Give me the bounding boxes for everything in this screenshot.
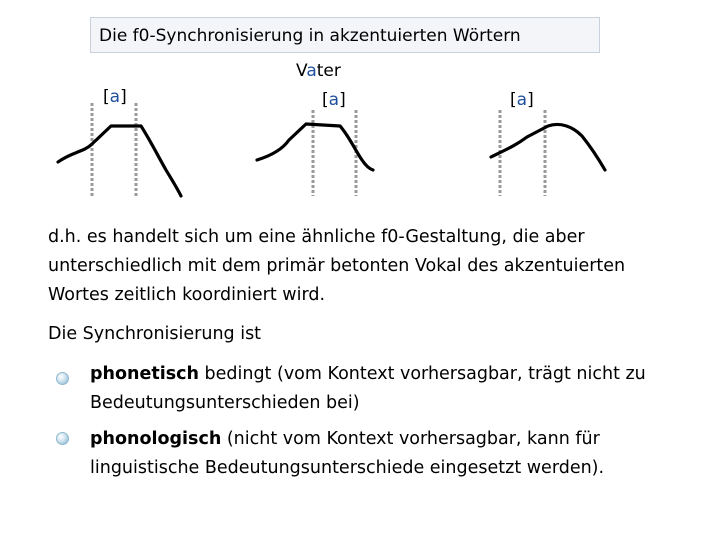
word-onset: V xyxy=(296,61,307,81)
phonological-description: (nicht vom Kontext vorhersagbar, kann für linguistische Bedeutungsunterschiede eingesetzt werden). xyxy=(90,429,605,478)
bullet-dot xyxy=(56,432,69,445)
vowel-boundaries xyxy=(92,103,545,196)
f0-contour-late-peak xyxy=(491,124,605,170)
bullet-phonetic xyxy=(90,360,690,418)
bracket-close: ] xyxy=(527,90,534,110)
bracket-open: [ xyxy=(322,90,329,110)
phonetic-description: bedingt (vom Kontext vorhersagbar, trägt nicht zu Bedeutungsunterschieden bei) xyxy=(90,364,646,413)
bracket-open: [ xyxy=(510,90,517,110)
synchronization-intro: Die Synchronisierung ist xyxy=(48,324,262,344)
vowel-symbol: a xyxy=(109,87,121,107)
bracket-open: [ xyxy=(103,87,110,107)
bullet-dot xyxy=(56,372,69,385)
bracket-close: ] xyxy=(339,90,346,110)
bullet-phonological xyxy=(90,425,690,483)
explanation-paragraph: d.h. es handelt sich um eine ähnliche f0-Gestaltung, die aber unterschiedlich mit dem primär betonten Vokal des akzentuierten Wortes zeitlich koordiniert wird. xyxy=(48,227,626,305)
bracket-close: ] xyxy=(120,87,127,107)
vowel-symbol: a xyxy=(516,90,528,110)
vowel-symbol: a xyxy=(328,90,340,110)
slide-title: Die f0-Synchronisierung in akzentuierten Wörtern xyxy=(90,17,600,53)
word-rest: ter xyxy=(316,61,341,81)
word-stressed-vowel: a xyxy=(306,61,317,81)
term-phonetic: phonetisch xyxy=(90,364,199,384)
term-phonological: phonologisch xyxy=(90,429,222,449)
f0-contour-early-peak xyxy=(58,126,181,196)
